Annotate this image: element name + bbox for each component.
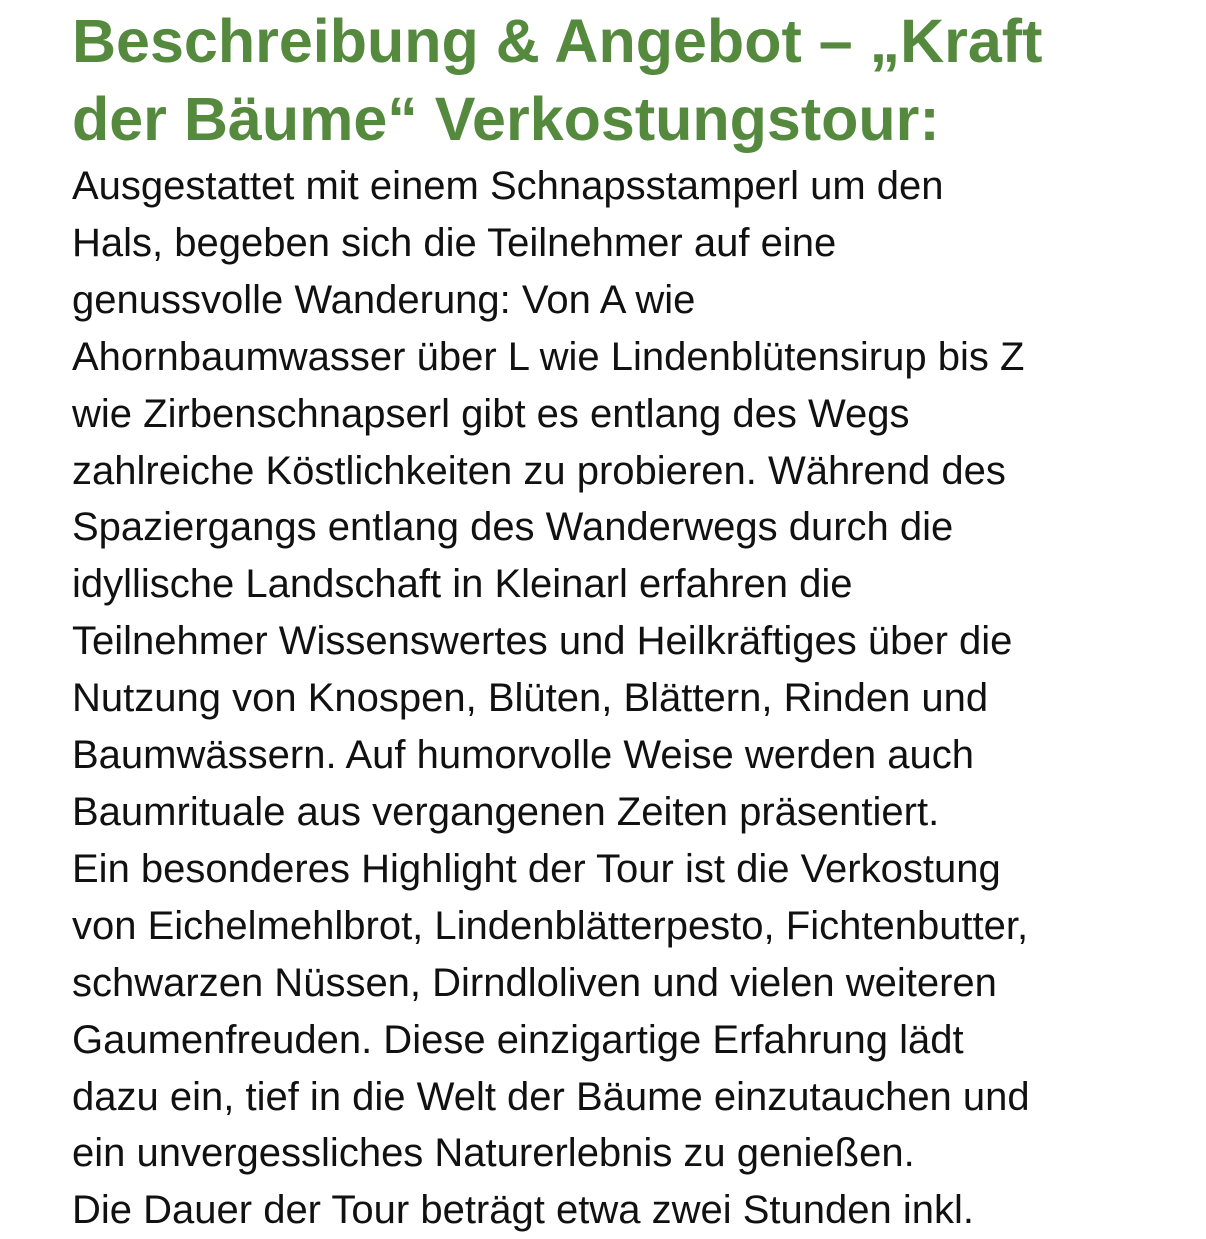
text-line: Ausgestattet mit einem Schnapsstamperl um den (72, 164, 944, 208)
text-line: Gaumenfreuden. Diese einzigartige Erfahrung lädt (72, 1017, 964, 1062)
text-line: Spaziergangs entlang des Wanderwegs durch die (72, 505, 954, 550)
text-line: schwarzen Nüssen, Dirndloliven und vielen weiteren (72, 960, 997, 1005)
description-paragraph (72, 158, 1172, 841)
text-line: Hals, begeben sich die Teilnehmer auf eine (72, 220, 837, 265)
text-line: idyllische Landschaft in Kleinarl erfahren die (72, 562, 853, 607)
text-line: ein unvergessliches Naturerlebnis zu genießen. (72, 1131, 915, 1176)
page-title-line: der Bäume“ Verkostungstour: (72, 85, 940, 153)
text-line: dazu ein, tief in die Welt der Bäume einzutauchen und (72, 1074, 1030, 1119)
cutoff-text-line (72, 1182, 1172, 1233)
text-line: zahlreiche Köstlichkeiten zu probieren. Während des (72, 448, 1006, 493)
article (72, 0, 1172, 1233)
text-line: Nutzung von Knospen, Blüten, Blättern, Rinden und (72, 676, 989, 721)
text-line: von Eichelmehlbrot, Lindenblätterpesto, Fichtenbutter, (72, 903, 1029, 948)
highlight-paragraph (72, 841, 1172, 1182)
page-title-line: Beschreibung & Angebot – „Kraft (72, 7, 1043, 75)
text-line: wie Zirbenschnapserl gibt es entlang des Wegs (72, 391, 910, 436)
text-line: Baumwässern. Auf humorvolle Weise werden auch (72, 733, 974, 778)
page-title (72, 0, 1172, 158)
text-line: Baumrituale aus vergangenen Zeiten präsentiert. (72, 789, 940, 834)
text-line: Ahornbaumwasser über L wie Lindenblütensirup bis Z (72, 334, 1025, 379)
text-line: Teilnehmer Wissenswertes und Heilkräftiges über die (72, 619, 1013, 664)
cutoff-text: Die Dauer der Tour beträgt etwa zwei Stunden inkl. (72, 1188, 974, 1233)
text-line: genussvolle Wanderung: Von A wie (72, 277, 696, 322)
text-line: Ein besonderes Highlight der Tour ist die Verkostung (72, 846, 1001, 891)
